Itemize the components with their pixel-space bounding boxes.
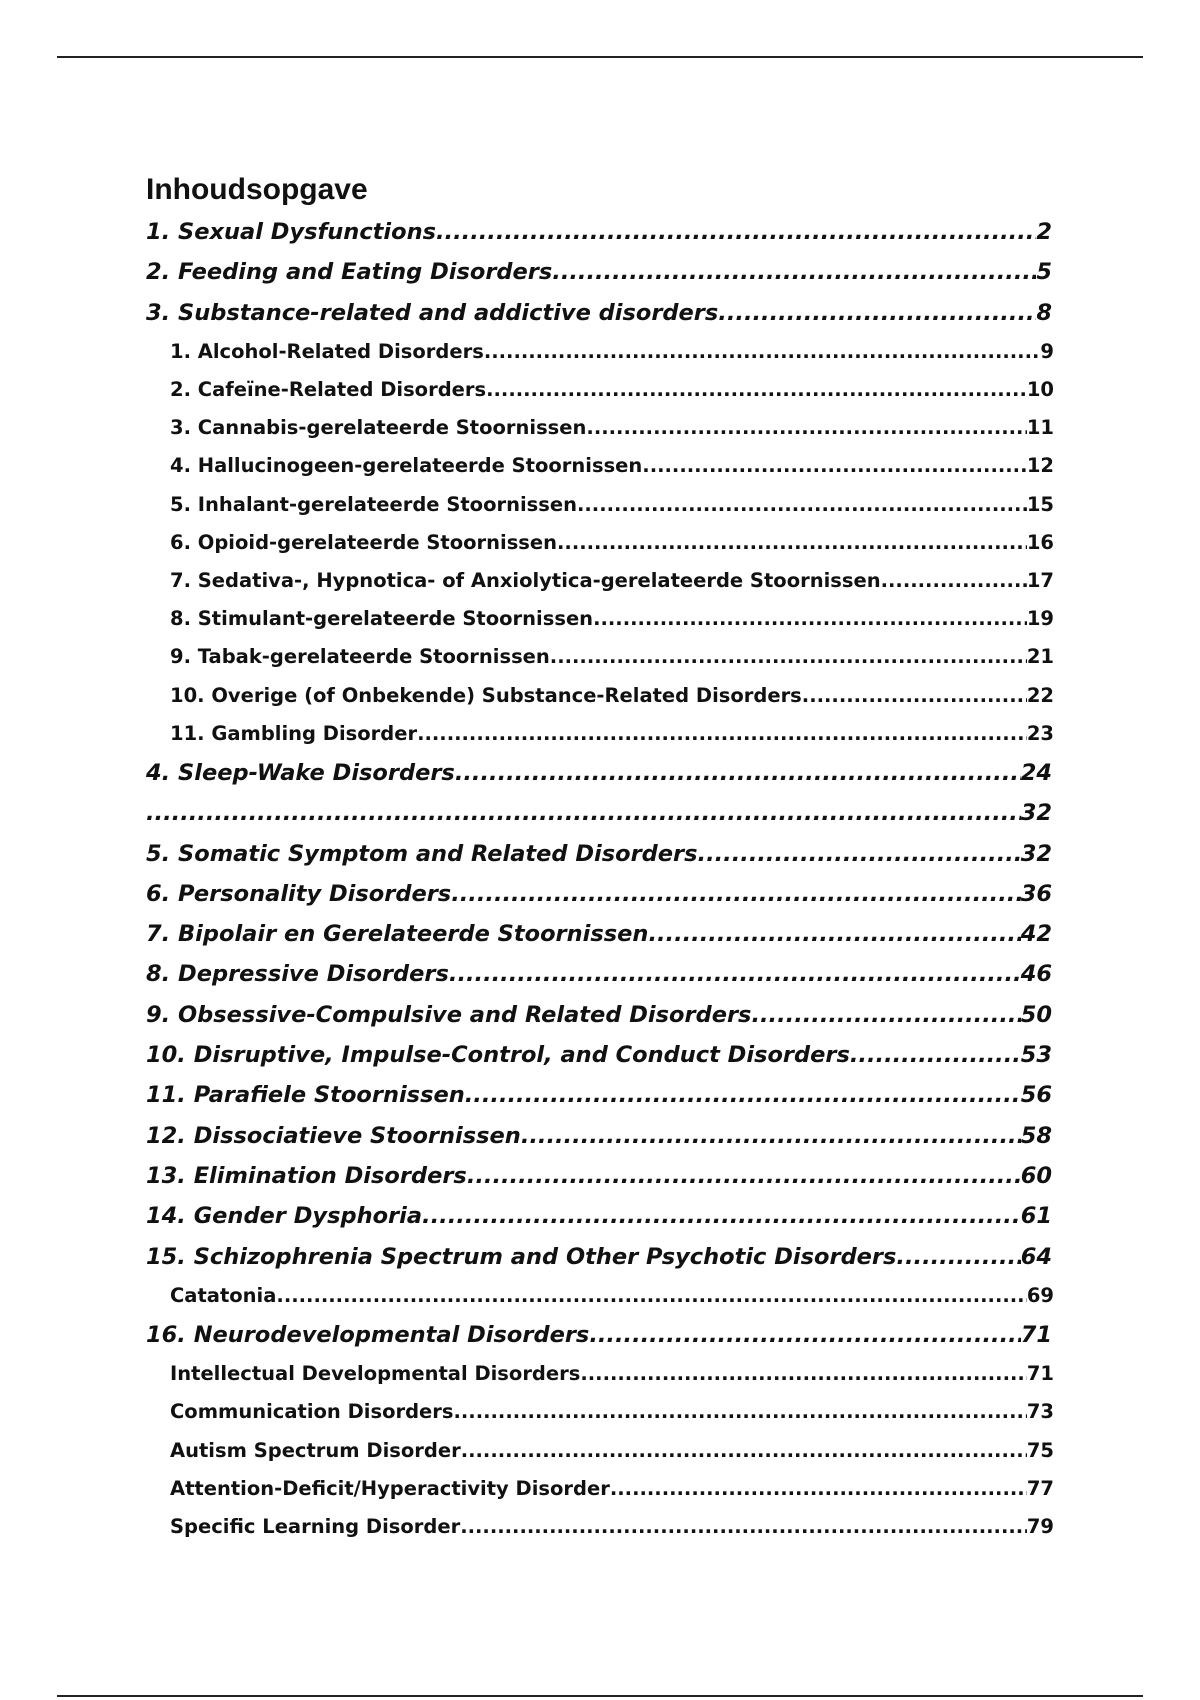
toc-page-number: 11 [1026, 416, 1054, 440]
toc-page-number: 23 [1026, 721, 1054, 745]
toc-entry-title: 11. Gambling Disorder [170, 721, 418, 745]
toc-entry[interactable] [146, 1156, 1052, 1196]
toc-page-number: 46 [1020, 961, 1052, 988]
toc-page-number: 12 [1026, 454, 1054, 478]
toc-entry-title: 13. Elimination Disorders [146, 1162, 467, 1189]
toc-page-number: 50 [1020, 1001, 1052, 1028]
toc-page-number: 79 [1026, 1515, 1054, 1539]
toc-page-number: 69 [1026, 1283, 1054, 1307]
toc-page-number: 60 [1020, 1162, 1052, 1189]
toc-entry[interactable] [146, 914, 1052, 954]
toc-dot-leader [557, 524, 1027, 562]
toc-page-number: 61 [1020, 1203, 1052, 1230]
toc-dot-leader [422, 1196, 1021, 1236]
toc-page-number: 15 [1026, 492, 1054, 516]
toc-entry-title: 8. Stimulant-gerelateerde Stoornissen [170, 607, 594, 631]
toc-subentry[interactable] [170, 562, 1054, 600]
toc-entry-title: 10. Disruptive, Impulse-Control, and Conduct Disorders [146, 1042, 850, 1069]
toc-entry-title: 8. Depressive Disorders [146, 961, 449, 988]
toc-entry-title: 7. Sedativa-, Hypnotica- of Anxiolytica-gerelateerde Stoornissen [170, 569, 881, 593]
table-of-contents [146, 168, 1054, 1546]
toc-dot-leader [276, 1277, 1026, 1315]
toc-entry-title: 4. Hallucinogeen-gerelateerde Stoornissen [170, 454, 643, 478]
toc-entry-title: 11. Parafiele Stoornissen [146, 1082, 465, 1109]
toc-page-number: 17 [1026, 569, 1054, 593]
toc-entry-title: Attention-Deficit/Hyperactivity Disorder [170, 1476, 610, 1500]
toc-page-number: 77 [1026, 1476, 1054, 1500]
toc-page-number: 19 [1026, 607, 1054, 631]
toc-entry-title: Catatonia [170, 1283, 277, 1307]
toc-page-number: 71 [1020, 1322, 1052, 1348]
toc-dot-leader [451, 874, 1020, 914]
toc-dot-leader [453, 1393, 1026, 1431]
toc-entry-title: 7. Bipolair en Gerelateerde Stoornissen [146, 921, 649, 948]
toc-page-number: 32 [1020, 800, 1052, 827]
toc-dot-leader [486, 371, 1027, 409]
toc-dot-leader [610, 1470, 1027, 1508]
toc-entry-title: 5. Inhalant-gerelateerde Stoornissen [170, 492, 577, 516]
toc-dot-leader [550, 638, 1027, 676]
toc-dot-leader [589, 1315, 1020, 1355]
toc-entry-title: 9. Tabak-gerelateerde Stoornissen [170, 645, 550, 669]
toc-subentry[interactable] [170, 677, 1054, 715]
toc-entry[interactable] [146, 834, 1052, 874]
toc-dot-leader [648, 914, 1020, 954]
toc-heading: Inhoudsopgave [146, 173, 368, 206]
toc-page-number: 16 [1026, 530, 1054, 554]
toc-entry[interactable] [146, 874, 1052, 914]
toc-subentry[interactable] [170, 715, 1054, 753]
toc-entry[interactable] [146, 1196, 1052, 1236]
toc-entry[interactable] [146, 1237, 1052, 1277]
toc-dot-leader [580, 1355, 1027, 1393]
toc-page-number: 5 [1036, 259, 1052, 286]
toc-subentry[interactable] [170, 1432, 1054, 1470]
toc-entry-title: 6. Opioid-gerelateerde Stoornissen [170, 530, 558, 554]
toc-entry[interactable] [146, 995, 1052, 1035]
toc-entry-title: 9. Obsessive-Compulsive and Related Disorders [146, 1001, 752, 1028]
toc-entry[interactable] [146, 793, 1052, 833]
toc-page-number: 21 [1026, 645, 1054, 669]
toc-subentry[interactable] [170, 638, 1054, 676]
toc-entry[interactable] [146, 1315, 1052, 1355]
toc-page-number: 8 [1036, 299, 1052, 326]
toc-subentry[interactable] [170, 1277, 1054, 1315]
toc-dot-leader [751, 995, 1020, 1035]
toc-dot-leader [484, 333, 1041, 371]
toc-entry-title: 2. Cafeïne-Related Disorders [170, 378, 487, 402]
toc-entry-title: 15. Schizophrenia Spectrum and Other Psychotic Disorders [146, 1243, 897, 1270]
toc-entry-title: 16. Neurodevelopmental Disorders [146, 1322, 590, 1348]
toc-entry[interactable] [146, 1075, 1052, 1115]
toc-dot-leader [460, 1508, 1027, 1546]
toc-entry[interactable] [146, 293, 1052, 333]
toc-entry-title: 4. Sleep-Wake Disorders [146, 759, 455, 786]
toc-dot-leader [718, 293, 1036, 333]
toc-page-number: 42 [1020, 921, 1052, 948]
toc-entry-title: 1. Alcohol-Related Disorders [170, 339, 484, 363]
toc-dot-leader [850, 1035, 1021, 1075]
toc-page-number: 36 [1020, 880, 1052, 907]
toc-entry-title: Autism Spectrum Disorder [170, 1438, 461, 1462]
toc-subentry[interactable] [170, 1508, 1054, 1546]
toc-page-number: 73 [1026, 1400, 1054, 1424]
toc-entry-title: 14. Gender Dysphoria [146, 1203, 423, 1230]
toc-dot-leader [449, 954, 1021, 994]
toc-page-number: 56 [1020, 1082, 1052, 1109]
toc-dot-leader [146, 793, 1021, 833]
toc-subentry[interactable] [170, 1355, 1054, 1393]
toc-dot-leader [698, 834, 1021, 874]
toc-page-number: 53 [1020, 1042, 1052, 1069]
toc-page-number: 75 [1026, 1438, 1054, 1462]
toc-page-number: 24 [1020, 759, 1052, 786]
toc-dot-leader [642, 447, 1027, 485]
toc-entry-title: Communication Disorders [170, 1400, 454, 1424]
toc-subentry[interactable] [170, 524, 1054, 562]
toc-subentry[interactable] [170, 447, 1054, 485]
toc-entry-title: 10. Overige (of Onbekende) Substance-Related Disorders [170, 683, 802, 707]
toc-entry-title: Specific Learning Disorder [170, 1515, 461, 1539]
footer-rule [57, 1695, 1143, 1697]
toc-entry-title: 3. Cannabis-gerelateerde Stoornissen [170, 416, 587, 440]
toc-dot-leader [455, 753, 1021, 793]
toc-page-number: 71 [1026, 1362, 1054, 1386]
toc-page-number: 2 [1036, 219, 1052, 245]
header-rule [57, 56, 1143, 58]
toc-subentry[interactable] [170, 371, 1054, 409]
toc-dot-leader [802, 677, 1027, 715]
toc-page-number: 32 [1020, 840, 1052, 867]
toc-entry[interactable] [146, 954, 1052, 994]
toc-dot-leader [593, 600, 1027, 638]
toc-entry-title: 3. Substance-related and addictive disorders [146, 299, 719, 326]
toc-entry-title: 5. Somatic Symptom and Related Disorders [146, 840, 698, 867]
toc-subentry[interactable] [170, 600, 1054, 638]
toc-subentry[interactable] [170, 333, 1054, 371]
toc-entry-title: 6. Personality Disorders [146, 880, 452, 907]
toc-dot-leader [881, 562, 1027, 600]
toc-dot-leader [461, 1432, 1027, 1470]
toc-entry[interactable] [146, 753, 1052, 793]
toc-entry[interactable] [146, 1035, 1052, 1075]
toc-dot-leader [896, 1237, 1020, 1277]
toc-dot-leader [436, 212, 1036, 252]
toc-subentry[interactable] [170, 1470, 1054, 1508]
toc-page-number: 10 [1026, 378, 1054, 402]
toc-dot-leader [521, 1116, 1021, 1156]
toc-entry[interactable] [146, 212, 1052, 252]
toc-entry-title: 12. Dissociatieve Stoornissen [146, 1122, 521, 1149]
toc-subentry[interactable] [170, 409, 1054, 447]
toc-dot-leader [586, 409, 1026, 447]
toc-dot-leader [465, 1075, 1021, 1115]
toc-subentry[interactable] [170, 486, 1054, 524]
toc-entry-title: 2. Feeding and Eating Disorders [146, 259, 553, 286]
toc-entry-title: Intellectual Developmental Disorders [170, 1362, 581, 1386]
toc-page-number: 9 [1040, 339, 1054, 363]
toc-entry[interactable] [146, 1116, 1052, 1156]
toc-dot-leader [552, 252, 1036, 292]
toc-dot-leader [467, 1156, 1021, 1196]
toc-dot-leader [577, 486, 1027, 524]
toc-entry[interactable] [146, 252, 1052, 292]
toc-page-number: 22 [1026, 683, 1054, 707]
toc-page-number: 58 [1020, 1122, 1052, 1149]
toc-subentry[interactable] [170, 1393, 1054, 1431]
toc-entries [146, 212, 1054, 1546]
toc-entry-title: 1. Sexual Dysfunctions [146, 219, 436, 245]
toc-page-number: 64 [1020, 1243, 1052, 1270]
toc-dot-leader [417, 715, 1027, 753]
